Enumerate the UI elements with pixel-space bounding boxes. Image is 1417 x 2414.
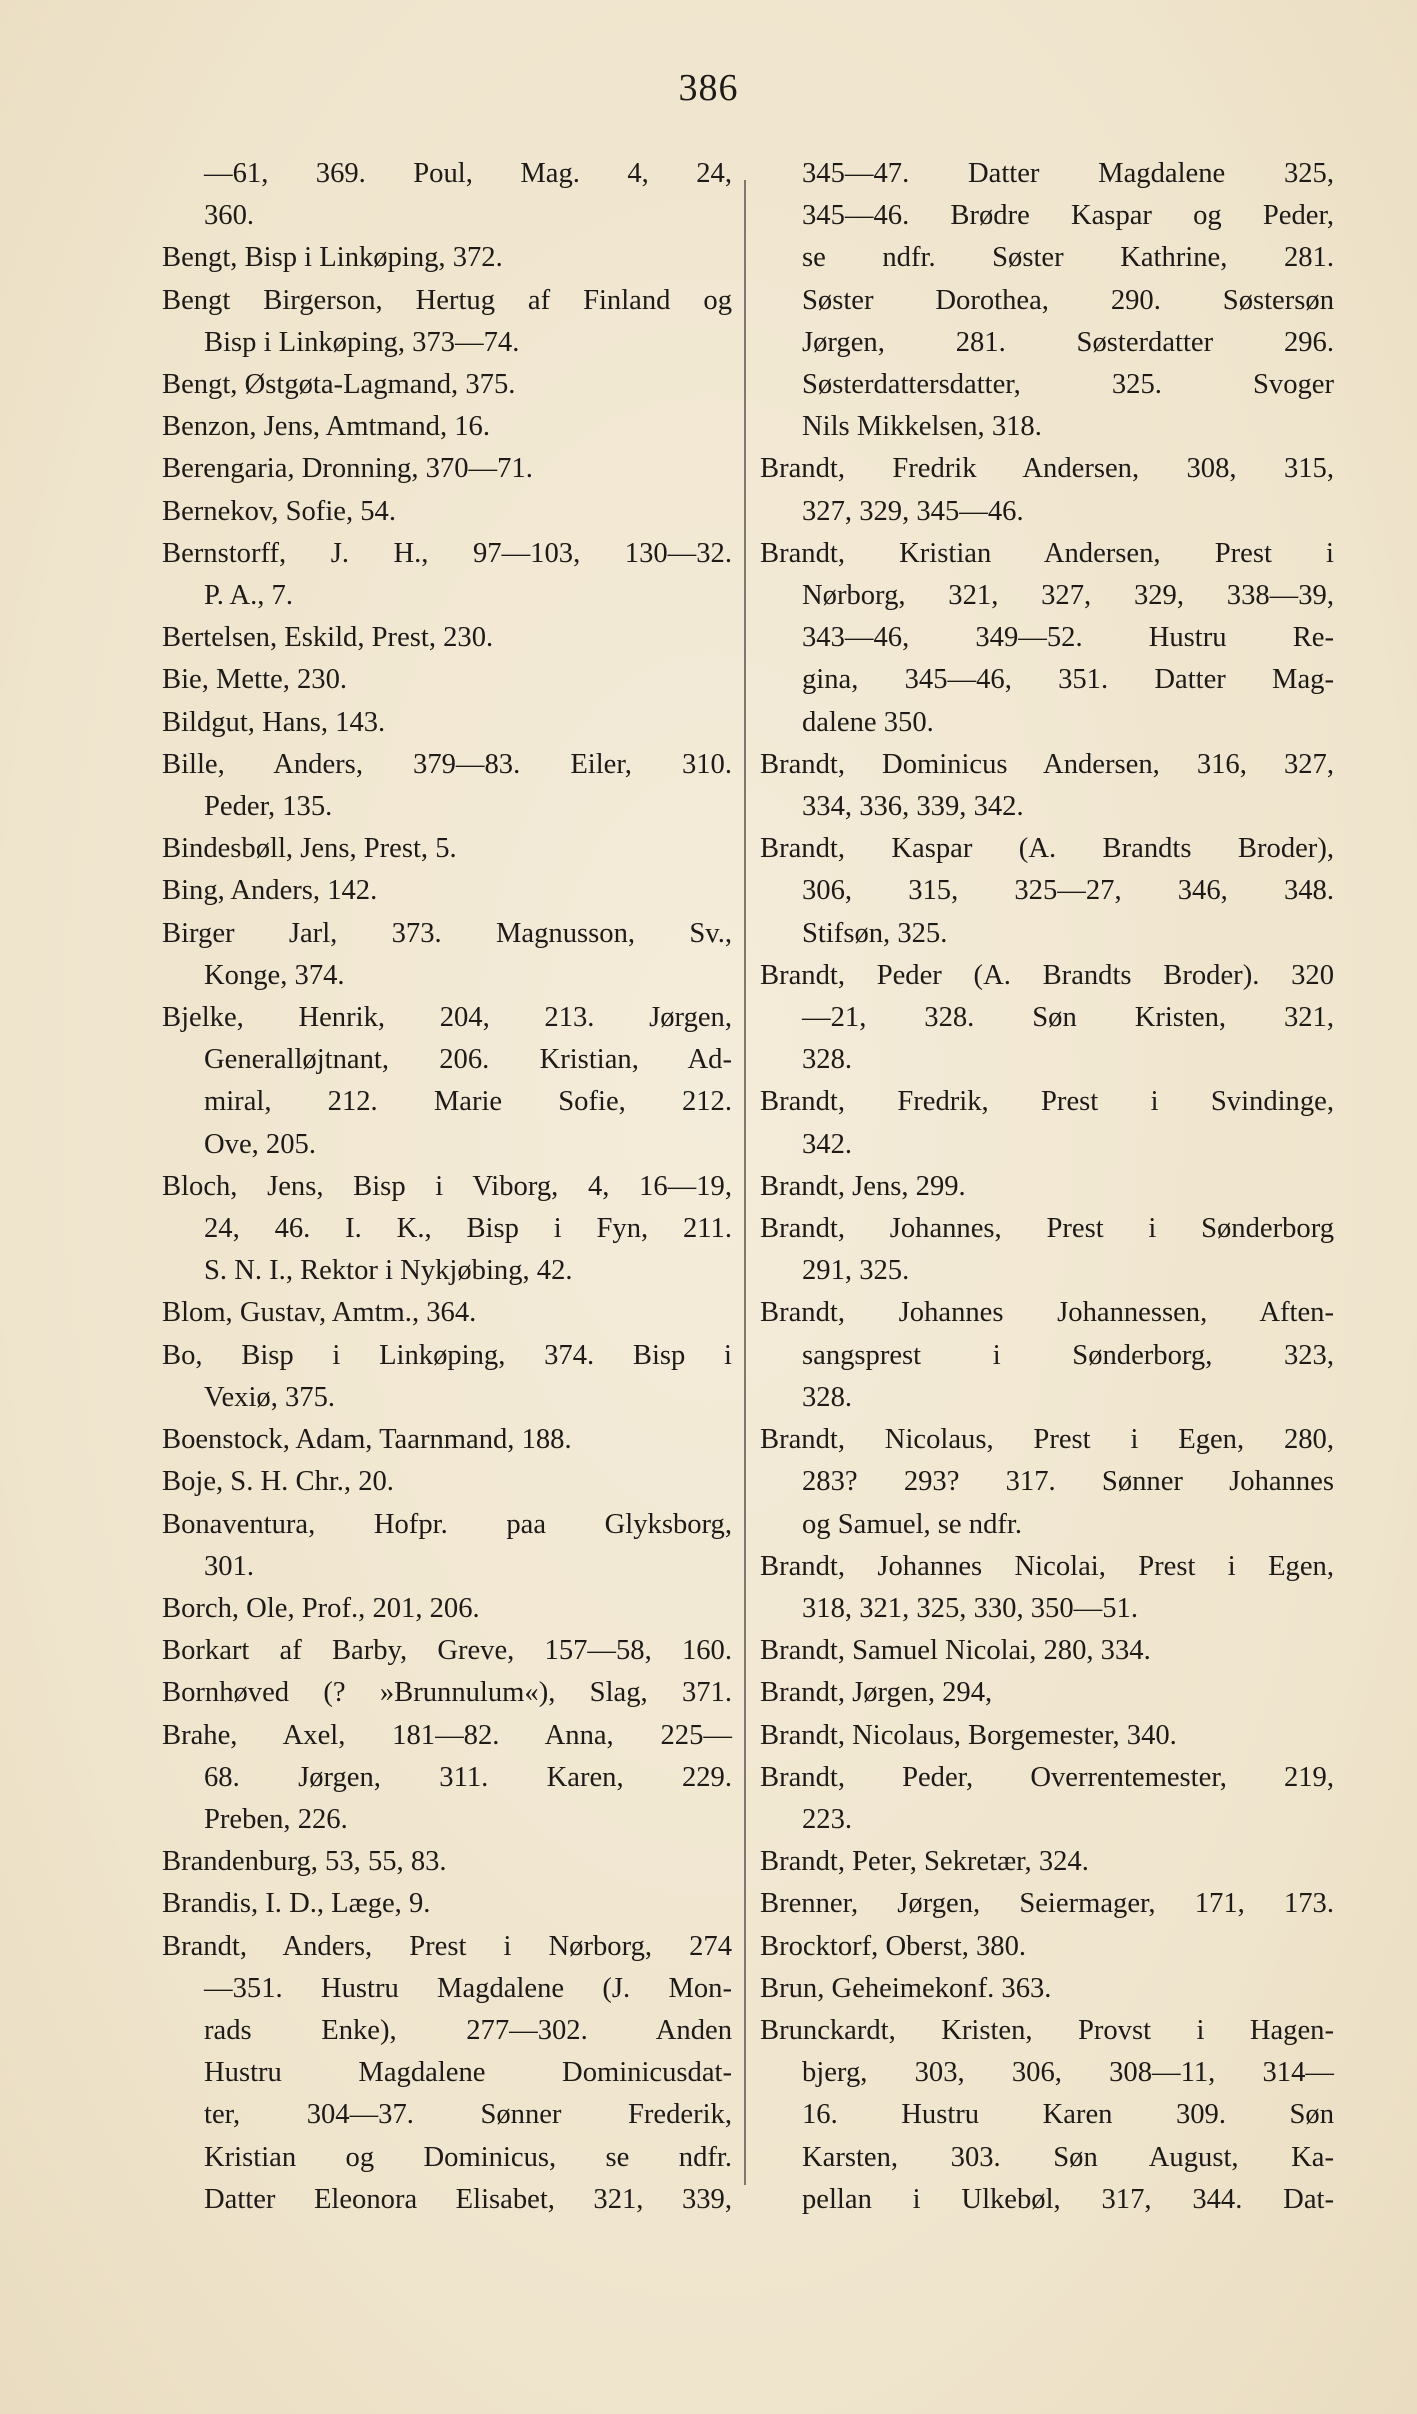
index-line: 283? 293? 317. Sønner Johannes [802, 1466, 1334, 1498]
index-line: Brandt, Johannes Nicolai, Prest i Egen, [760, 1550, 1334, 1582]
index-line: Brenner, Jørgen, Seiermager, 171, 173. [760, 1888, 1334, 1920]
index-line: 343—46, 349—52. Hustru Re- [802, 622, 1334, 654]
index-line: Brunckardt, Kristen, Provst i Hagen- [760, 2014, 1334, 2046]
index-line: Boenstock, Adam, Taarnmand, 188. [162, 1424, 572, 1456]
index-line: 16. Hustru Karen 309. Søn [802, 2099, 1334, 2131]
index-line: Bengt, Østgøta-Lagmand, 375. [162, 369, 516, 401]
index-line: 223. [802, 1803, 853, 1835]
index-column-left [162, 153, 732, 2221]
index-line: 360. [204, 200, 255, 232]
index-line: Vexiø, 375. [204, 1381, 336, 1413]
index-line: Bing, Anders, 142. [162, 875, 378, 907]
index-line: Bo, Bisp i Linkøping, 374. Bisp i [162, 1339, 732, 1371]
index-line: Birger Jarl, 373. Magnusson, Sv., [162, 917, 732, 949]
index-line: Bloch, Jens, Bisp i Viborg, 4, 16—19, [162, 1170, 732, 1202]
index-line: Karsten, 303. Søn August, Ka- [802, 2141, 1334, 2173]
index-line: 345—47. Datter Magdalene 325, [802, 158, 1334, 189]
index-line: Kristian og Dominicus, se ndfr. [204, 2141, 732, 2173]
index-line: Konge, 374. [204, 959, 345, 991]
index-line: bjerg, 303, 306, 308—11, 314— [802, 2057, 1334, 2089]
index-line: Generalløjtnant, 206. Kristian, Ad- [204, 1044, 732, 1076]
index-line: Bonaventura, Hofpr. paa Glyksborg, [162, 1508, 732, 1540]
index-line: Søsterdattersdatter, 325. Svoger [802, 369, 1334, 401]
index-line: Borkart af Barby, Greve, 157—58, 160. [162, 1635, 732, 1667]
index-line: 328. [802, 1381, 853, 1413]
index-line: Brandt, Peder (A. Brandts Broder). 320 [760, 959, 1334, 991]
index-line: 345—46. Brødre Kaspar og Peder, [802, 200, 1334, 232]
page-number: 386 [678, 67, 739, 109]
index-line: 334, 336, 339, 342. [802, 791, 1024, 823]
index-line: Brandt, Nicolaus, Prest i Egen, 280, [760, 1424, 1334, 1456]
index-line: Bengt Birgerson, Hertug af Finland og [162, 284, 732, 316]
index-line: Brandt, Jørgen, 294, [760, 1677, 993, 1709]
index-line: Brandenburg, 53, 55, 83. [162, 1846, 447, 1878]
index-line: —21, 328. Søn Kristen, 321, [802, 1002, 1334, 1034]
index-line: miral, 212. Marie Sofie, 212. [204, 1086, 732, 1118]
index-line: Brandt, Johannes, Prest i Sønderborg [760, 1213, 1334, 1245]
index-line: Ove, 205. [204, 1128, 316, 1160]
index-line: Blom, Gustav, Amtm., 364. [162, 1297, 477, 1329]
index-line: 68. Jørgen, 311. Karen, 229. [204, 1761, 732, 1793]
index-line: Søster Dorothea, 290. Søstersøn [802, 284, 1334, 316]
column-divider [744, 180, 746, 2185]
index-line: Borch, Ole, Prof., 201, 206. [162, 1592, 480, 1624]
index-line: Bernekov, Sofie, 54. [162, 495, 396, 527]
index-line: Brandt, Peder, Overrentemester, 219, [760, 1761, 1334, 1793]
index-line: Brocktorf, Oberst, 380. [760, 1930, 1027, 1962]
index-line: Hustru Magdalene Dominicusdat- [204, 2057, 732, 2089]
index-line: Bjelke, Henrik, 204, 213. Jørgen, [162, 1002, 732, 1034]
index-line: —61, 369. Poul, Mag. 4, 24, [204, 158, 732, 189]
index-line: Datter Eleonora Elisabet, 321, 339, [204, 2183, 732, 2215]
index-line: Bernstorff, J. H., 97—103, 130—32. [162, 537, 732, 569]
index-line: Brandt, Kristian Andersen, Prest i [760, 537, 1334, 569]
index-line: Bengt, Bisp i Linkøping, 372. [162, 242, 503, 274]
index-line: P. A., 7. [204, 580, 293, 612]
index-line: Bie, Mette, 230. [162, 664, 348, 696]
index-line: 342. [802, 1128, 853, 1160]
index-line: Brandt, Peter, Sekretær, 324. [760, 1846, 1089, 1878]
index-line: ter, 304—37. Sønner Frederik, [204, 2099, 732, 2131]
index-line: Brahe, Axel, 181—82. Anna, 225— [162, 1719, 732, 1751]
index-line: S. N. I., Rektor i Nykjøbing, 42. [204, 1255, 573, 1287]
index-line: 24, 46. I. K., Bisp i Fyn, 211. [204, 1213, 732, 1245]
index-line: og Samuel, se ndfr. [802, 1508, 1022, 1540]
index-line: 301. [204, 1550, 255, 1582]
index-line: Bille, Anders, 379—83. Eiler, 310. [162, 748, 732, 780]
index-line: Brandt, Dominicus Andersen, 316, 327, [760, 748, 1334, 780]
index-line: Jørgen, 281. Søsterdatter 296. [802, 326, 1334, 358]
index-line: Brandt, Nicolaus, Borgemester, 340. [760, 1719, 1177, 1751]
index-line: Bindesbøll, Jens, Prest, 5. [162, 833, 457, 865]
index-line: se ndfr. Søster Kathrine, 281. [802, 242, 1334, 274]
index-line: 328. [802, 1044, 853, 1076]
index-line: Brandt, Fredrik, Prest i Svindinge, [760, 1086, 1334, 1118]
index-line: Peder, 135. [204, 791, 333, 823]
index-line: Benzon, Jens, Amtmand, 16. [162, 411, 491, 443]
index-line: Stifsøn, 325. [802, 917, 948, 949]
index-line: Nils Mikkelsen, 318. [802, 411, 1042, 443]
index-line: Bornhøved (? »Brunnulum«), Slag, 371. [162, 1677, 732, 1709]
index-line: dalene 350. [802, 706, 934, 738]
index-line: Brandt, Anders, Prest i Nørborg, 274 [162, 1930, 732, 1962]
index-line: 291, 325. [802, 1255, 910, 1287]
index-line: 327, 329, 345—46. [802, 495, 1024, 527]
index-line: 318, 321, 325, 330, 350—51. [802, 1592, 1138, 1624]
index-line: Brun, Geheimekonf. 363. [760, 1972, 1052, 2004]
index-line: Brandt, Kaspar (A. Brandts Broder), [760, 833, 1334, 865]
index-line: Preben, 226. [204, 1803, 348, 1835]
index-line: 306, 315, 325—27, 346, 348. [802, 875, 1334, 907]
index-line: Berengaria, Dronning, 370—71. [162, 453, 533, 485]
index-line: Brandt, Fredrik Andersen, 308, 315, [760, 453, 1334, 485]
index-line: Bertelsen, Eskild, Prest, 230. [162, 622, 494, 654]
index-line: Brandt, Samuel Nicolai, 280, 334. [760, 1635, 1151, 1667]
index-line: sangsprest i Sønderborg, 323, [802, 1339, 1334, 1371]
index-line: Bildgut, Hans, 143. [162, 706, 386, 738]
index-line: Brandis, I. D., Læge, 9. [162, 1888, 431, 1920]
index-line: gina, 345—46, 351. Datter Mag- [802, 664, 1334, 696]
index-line: Brandt, Jens, 299. [760, 1170, 966, 1202]
index-line: pellan i Ulkebøl, 317, 344. Dat- [802, 2183, 1334, 2215]
index-line: Boje, S. H. Chr., 20. [162, 1466, 394, 1498]
index-line: rads Enke), 277—302. Anden [204, 2014, 732, 2046]
index-line: —351. Hustru Magdalene (J. Mon- [204, 1972, 732, 2004]
index-line: Brandt, Johannes Johannessen, Aften- [760, 1297, 1334, 1329]
index-line: Bisp i Linkøping, 373—74. [204, 326, 520, 358]
index-column-right [760, 153, 1334, 2221]
index-line: Nørborg, 321, 327, 329, 338—39, [802, 580, 1334, 612]
